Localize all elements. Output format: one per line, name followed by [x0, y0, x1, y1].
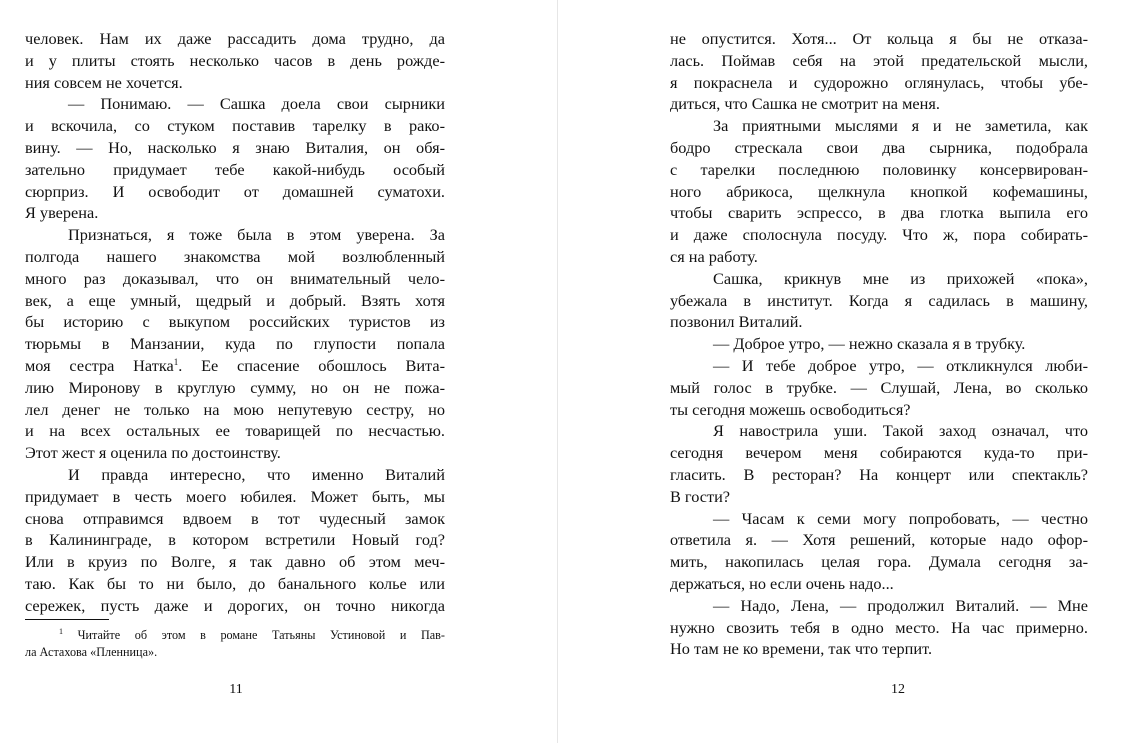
- text-line: не опустится. Хотя... От кольца я бы не отказа-: [670, 29, 1088, 48]
- left-page: [0, 0, 557, 743]
- footnote: [25, 627, 445, 660]
- text-line: тюрьмы в Манзании, куда по глупости попала: [25, 334, 445, 354]
- text-line: век, а еще умный, щедрый и добрый. Взять хотя: [25, 290, 445, 310]
- footnote-text: Читайте об этом в романе Татьяны Устиновой и Пав-: [63, 628, 445, 642]
- text-line: убежала в институт. Когда я садилась в машину,: [670, 290, 1088, 310]
- text-line: зательно придумает тебе какой-нибудь особый: [25, 159, 445, 179]
- footnote-divider: [25, 619, 109, 620]
- text-line: и вскочила, со стуком поставив тарелку в рако-: [25, 116, 445, 136]
- text-line: сегодня вечером меня собираются куда-то при-: [670, 443, 1088, 463]
- right-page: [558, 0, 1125, 743]
- text-line: — И тебе доброе утро, — откликнулся люби-: [713, 355, 1088, 375]
- text-line: — Доброе утро, — нежно сказала я в трубку.: [713, 334, 1026, 354]
- footnote-line: [25, 627, 445, 644]
- text-line: [25, 355, 445, 377]
- text-line: вину. — Но, насколько я знаю Виталия, он обя-: [25, 137, 445, 157]
- text-line: таю. Как бы то ни было, до банального колье или: [25, 573, 445, 593]
- text-line: мить, накопилась целая гора. Думала сегодня за-: [670, 552, 1088, 572]
- text-line: — Часам к семи могу попробовать, — честно: [713, 508, 1088, 528]
- text-line: и на всех остальных ее товарищей по несчастью.: [25, 421, 445, 441]
- text-line: диться, что Сашка не смотрит на меня.: [670, 94, 940, 114]
- text-line: и у плиты стоять несколько часов в день рожде-: [25, 50, 445, 70]
- text-line: ты сегодня можешь освободиться?: [670, 399, 911, 419]
- footnote-marker: 1: [59, 627, 63, 636]
- text-line: позвонил Виталий.: [670, 312, 803, 332]
- text-line: держаться, но если очень надо...: [670, 573, 894, 593]
- text-line: сюрприз. И освободит от домашней суматохи.: [25, 181, 445, 201]
- text-line: Этот жест я оценила по достоинству.: [25, 443, 281, 463]
- text-line: нужно свозить тебя в одно место. На час примерно.: [670, 617, 1088, 637]
- text-line: Сашка, крикнув мне из прихожей «пока»,: [713, 268, 1088, 288]
- text-line: Признаться, я тоже была в этом уверена. За: [68, 225, 445, 245]
- text-line: ния совсем не хочется.: [25, 72, 183, 92]
- page-number-left: 11: [229, 682, 243, 697]
- text-line: Но там не ко времени, так что терпит.: [670, 639, 933, 659]
- text-line: и даже сполоснула посуду. Что ж, пора собирать-: [670, 225, 1088, 245]
- text-line: придумает в честь моего юбилея. Может быть, мы: [25, 486, 445, 506]
- text-line: снова отправимся вдвоем в тот чудесный замок: [25, 508, 445, 528]
- text-line: В гости?: [670, 486, 731, 506]
- text-line: Или в круиз по Волге, я так давно об этом меч-: [25, 552, 445, 572]
- left-page-text: [25, 28, 445, 617]
- text-line: ного абрикоса, щелкнула кнопкой кофемашины,: [670, 181, 1088, 201]
- text-line: Я уверена.: [25, 203, 99, 223]
- text-line: много раз доказывал, что он внимательный чело-: [25, 268, 445, 288]
- footnote-reference[interactable]: 1: [173, 356, 179, 367]
- text-line: Я навострила уши. Такой заход означал, что: [713, 421, 1088, 441]
- text-line: мый голос в трубке. — Слушай, Лена, во сколько: [670, 377, 1088, 397]
- text-line: полгода нашего знакомства мой возлюбленный: [25, 246, 445, 266]
- text-line: — Надо, Лена, — продолжил Виталий. — Мне: [713, 595, 1088, 615]
- text-line: бодро стрескала свои два сырника, подобрала: [670, 137, 1088, 157]
- text-line: ся на работу.: [670, 246, 758, 266]
- text-line: я покраснела и судорожно оглянулась, чтобы убе-: [670, 72, 1088, 92]
- text-line: И правда интересно, что именно Виталий: [68, 464, 445, 484]
- footnote-line: ла Астахова «Пленница».: [25, 644, 158, 659]
- text-line-end: . Ее спасение обошлось Вита-: [178, 355, 445, 375]
- text-line: — Понимаю. — Сашка доела свои сырники: [68, 94, 445, 114]
- text-line: бы историю с выкупом российских туристов из: [25, 312, 445, 332]
- text-line: лась. Поймав себя на этой предательской мысли,: [670, 50, 1088, 70]
- text-line: За приятными мыслями я и не заметила, как: [713, 116, 1088, 136]
- text-line: в Калининграде, в котором встретили Новый год?: [25, 530, 445, 550]
- text-line: гласить. В ресторан? На концерт или спектакль?: [670, 464, 1088, 484]
- text-line: сережек, пусть даже и дорогих, он точно никогда: [25, 595, 445, 615]
- text-line: человек. Нам их даже рассадить дома трудно, да: [25, 29, 445, 48]
- text-line: с тарелки последнюю половинку консервирован-: [670, 159, 1088, 179]
- text-line: лел денег не только на мою непутевую сестру, но: [25, 399, 445, 419]
- text-line: чтобы сварить эспрессо, в два глотка выпила его: [670, 203, 1088, 223]
- page-number-right: 12: [891, 682, 905, 697]
- text-line: лию Миронову в круглую сумму, но он не пожа-: [25, 377, 445, 397]
- right-page-text: [670, 28, 1088, 660]
- text-line: ответила я. — Хотя решений, которые надо офор-: [670, 530, 1088, 550]
- text-line-start: моя сестра Натка: [25, 355, 174, 375]
